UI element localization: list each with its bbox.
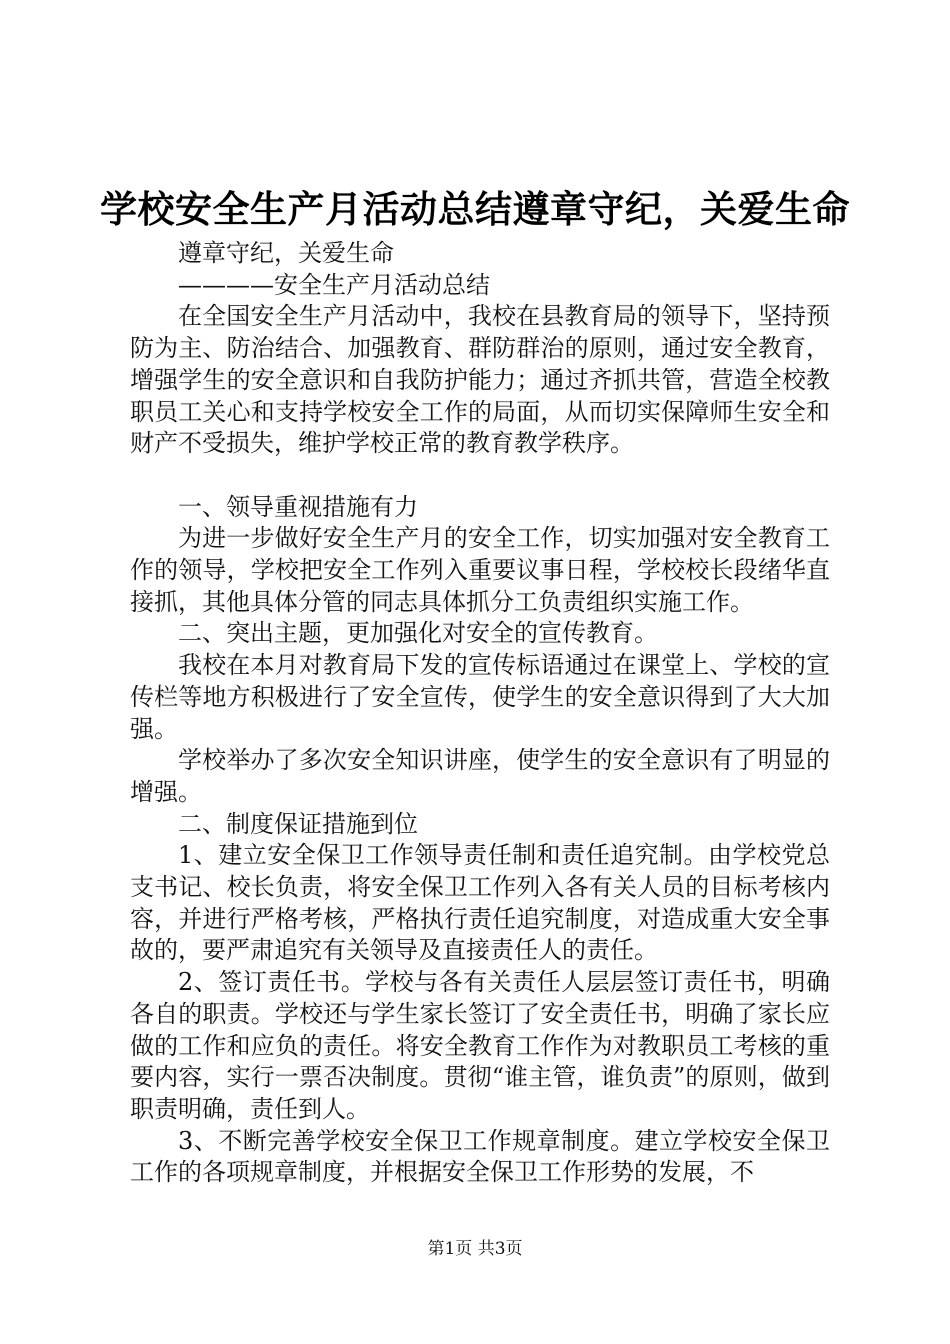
body-paragraph: 2、签订责任书。学校与各有关责任人层层签订责任书，明确各自的职责。学校还与学生家长签订了安全责任书，明确了家长应做的工作和应负的责任。将安全教育工作作为对教职员工考核的重要内容，实行一票否决制度。贯彻“谁主管，谁负责”的原则，做到职责明确，责任到人。: [130, 968, 830, 1123]
section-heading: 二、制度保证措施到位: [178, 809, 418, 838]
body-paragraph: 学校举办了多次安全知识讲座，使学生的安全意识有了明显的增强。: [130, 746, 830, 806]
paragraph-gap: [130, 460, 830, 492]
body-paragraph: 1、建立安全保卫工作领导责任制和责任追究制。由学校党总支书记、校长负责，将安全保卫工作列入各有关人员的目标考核内容，并进行严格考核，严格执行责任追究制度，对造成重大安全事故的，要严肃追究有关领导及直接责任人的责任。: [130, 841, 830, 965]
subtitle-line: 遵章守纪，关爱生命: [178, 239, 394, 267]
section-heading: 一、领导重视措施有力: [178, 492, 418, 521]
body-paragraph: 3、不断完善学校安全保卫工作规章制度。建立学校安全保卫工作的各项规章制度，并根据安全保卫工作形势的发展，不: [130, 1126, 830, 1187]
body-paragraph: 在全国安全生产月活动中，我校在县教育局的领导下，坚持预防为主、防治结合、加强教育、群防群治的原则，通过安全教育，增强学生的安全意识和自我防护能力；通过齐抓共管，营造全校教职员工关心和支持学校安全工作的局面，从而切实保障师生安全和财产不受损失，维护学校正常的教育教学秩序。: [130, 302, 830, 458]
body-paragraph: 为进一步做好安全生产月的安全工作，切实加强对安全教育工作的领导，学校把安全工作列入重要议事日程，学校校长段绪华直接抓，其他具体分管的同志具体抓分工负责组织实施工作。: [130, 524, 830, 616]
document-body: [130, 238, 830, 1189]
section-heading: 二、突出主题，更加强化对安全的宣传教育。: [178, 619, 658, 648]
page-footer: 第1页 共3页: [427, 1239, 523, 1259]
body-paragraph: 我校在本月对教育局下发的宣传标语通过在课堂上、学校的宣传栏等地方积极进行了安全宣传，使学生的安全意识得到了大大加强。: [130, 651, 830, 743]
document-title: 学校安全生产月活动总结遵章守纪，关爱生命: [100, 188, 850, 231]
subtitle-line: ————安全生产月活动总结: [178, 270, 490, 299]
